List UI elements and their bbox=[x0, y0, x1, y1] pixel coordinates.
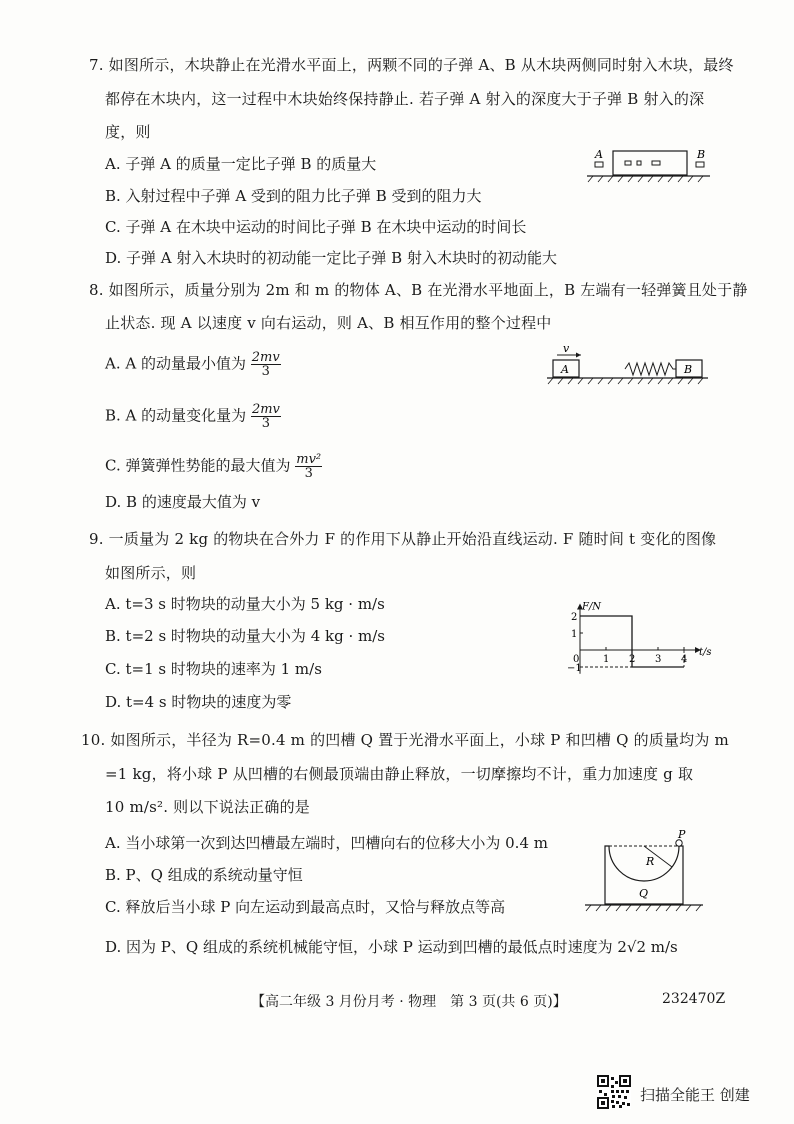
q9-option-d: D. t=4 s 时物块的速度为零 bbox=[105, 693, 292, 711]
fraction-denominator: 3 bbox=[261, 364, 270, 379]
q8-option-d: D. B 的速度最大值为 v bbox=[105, 493, 261, 511]
label-p: P bbox=[678, 830, 686, 841]
label-b: B bbox=[697, 148, 706, 161]
q10-option-c: C. 释放后当小球 P 向左运动到最高点时，又恰与释放点等高 bbox=[105, 898, 506, 916]
q10-figure bbox=[583, 830, 713, 915]
x-tick-label: 4 bbox=[681, 654, 688, 665]
q10-stem-line-2: =1 kg，将小球 P 从凹槽的右侧最顶端由静止释放，一切摩擦均不计，重力加速度 g 取 bbox=[105, 765, 694, 783]
q7-figure bbox=[585, 145, 715, 187]
q8-figure bbox=[545, 343, 715, 385]
fraction-denominator: 3 bbox=[261, 416, 271, 431]
q8-option-a-text: A. A 的动量最小值为 bbox=[105, 354, 246, 373]
x-axis-label: t/s bbox=[699, 647, 712, 658]
label-q: Q bbox=[639, 887, 649, 900]
q8-stem-line-2: 止状态. 现 A 以速度 v 向右运动，则 A、B 相互作用的整个过程中 bbox=[105, 314, 552, 332]
q8-stem-line-1: 8. 如图所示，质量分别为 2m 和 m 的物体 A、B 在光滑水平地面上，B 左端有一轻弹簧且处于静 bbox=[89, 281, 748, 299]
q9-stem-line-1: 9. 一质量为 2 kg 的物块在合外力 F 的作用下从静止开始沿直线运动. F 随时间 t 变化的图像 bbox=[89, 530, 717, 548]
q10-option-b: B. P、Q 组成的系统动量守恒 bbox=[105, 866, 303, 884]
fraction-numerator: mv² bbox=[296, 452, 322, 467]
label-a: A bbox=[561, 363, 569, 376]
label-r: R bbox=[646, 855, 655, 868]
fraction-numerator: 2mv bbox=[251, 350, 280, 365]
q7-option-d: D. 子弹 A 射入木块时的初动能一定比子弹 B 射入木块时的初动能大 bbox=[105, 249, 557, 267]
force-time-chart bbox=[560, 588, 720, 688]
fraction-denominator: 3 bbox=[304, 466, 313, 481]
q7-stem-line-1: 7. 如图所示，木块静止在光滑水平面上，两颗不同的子弹 A、B 从木块两侧同时射入木块，最终 bbox=[89, 56, 734, 74]
q7-option-b: B. 入射过程中子弹 A 受到的阻力比子弹 B 受到的阻力大 bbox=[105, 187, 482, 205]
q8-option-a bbox=[105, 351, 281, 378]
qr-code-icon bbox=[597, 1075, 631, 1109]
label-a: A bbox=[595, 148, 603, 161]
q9-stem-line-2: 如图所示，则 bbox=[105, 564, 197, 582]
arrow-head-icon bbox=[576, 353, 581, 358]
q10-option-d: D. 因为 P、Q 组成的系统机械能守恒，小球 P 运动到凹槽的最低点时速度为 2√2 m/s bbox=[105, 938, 678, 956]
bullet-a bbox=[595, 162, 603, 167]
footer-title: 【高二年级 3 月份月考 · 物理 第 3 页(共 6 页)】 bbox=[251, 994, 567, 1010]
q9-option-a: A. t=3 s 时物块的动量大小为 5 kg · m/s bbox=[105, 595, 385, 613]
q8-option-c bbox=[105, 453, 322, 480]
y-tick-label: 1 bbox=[571, 629, 578, 640]
q8-option-c-text: C. 弹簧弹性势能的最大值为 bbox=[105, 456, 291, 475]
footer-code: 232470Z bbox=[662, 991, 726, 1007]
fraction-numerator: 2mv bbox=[251, 402, 280, 417]
q9-option-c: C. t=1 s 时物块的速率为 1 m/s bbox=[105, 660, 322, 678]
q8-option-c-fraction bbox=[295, 453, 322, 480]
q7-stem-line-2: 都停在木块内，这一过程中木块始终保持静止. 若子弹 A 射入的深度大于子弹 B 射入的深 bbox=[105, 90, 705, 108]
q7-option-a: A. 子弹 A 的质量一定比子弹 B 的质量大 bbox=[105, 155, 377, 173]
q10-option-a: A. 当小球第一次到达凹槽最左端时，凹槽向右的位移大小为 0.4 m bbox=[105, 834, 548, 852]
x-tick-label: 2 bbox=[629, 654, 636, 665]
q10-stem-line-3: 10 m/s². 则以下说法正确的是 bbox=[105, 798, 310, 816]
y-tick-label: −1 bbox=[567, 663, 582, 674]
q8-option-a-fraction bbox=[251, 351, 281, 378]
force-series-line bbox=[580, 616, 684, 667]
x-tick-label: 1 bbox=[603, 654, 610, 665]
label-velocity: v bbox=[563, 343, 570, 355]
y-tick-label: 2 bbox=[571, 612, 578, 623]
q10-stem-line-1: 10. 如图所示，半径为 R=0.4 m 的凹槽 Q 置于光滑水平面上，小球 P 和凹槽 Q 的质量均为 m bbox=[81, 731, 729, 749]
q8-option-b-fraction bbox=[251, 403, 281, 430]
spring-icon bbox=[625, 363, 676, 375]
y-axis-label: F/N bbox=[582, 601, 602, 613]
q7-stem-line-3: 度，则 bbox=[105, 123, 151, 141]
scanner-watermark: 扫描全能王 创建 bbox=[640, 1086, 750, 1104]
bullet-b bbox=[696, 162, 704, 167]
x-tick-label: 0 bbox=[573, 654, 580, 665]
q8-option-b-text: B. A 的动量变化量为 bbox=[105, 406, 247, 425]
q7-option-c: C. 子弹 A 在木块中运动的时间比子弹 B 在木块中运动的时间长 bbox=[105, 218, 527, 236]
q9-option-b: B. t=2 s 时物块的动量大小为 4 kg · m/s bbox=[105, 627, 385, 645]
label-b: B bbox=[684, 363, 693, 376]
q8-option-b bbox=[105, 403, 281, 430]
x-tick-label: 3 bbox=[655, 654, 662, 665]
wooden-block bbox=[613, 151, 687, 175]
